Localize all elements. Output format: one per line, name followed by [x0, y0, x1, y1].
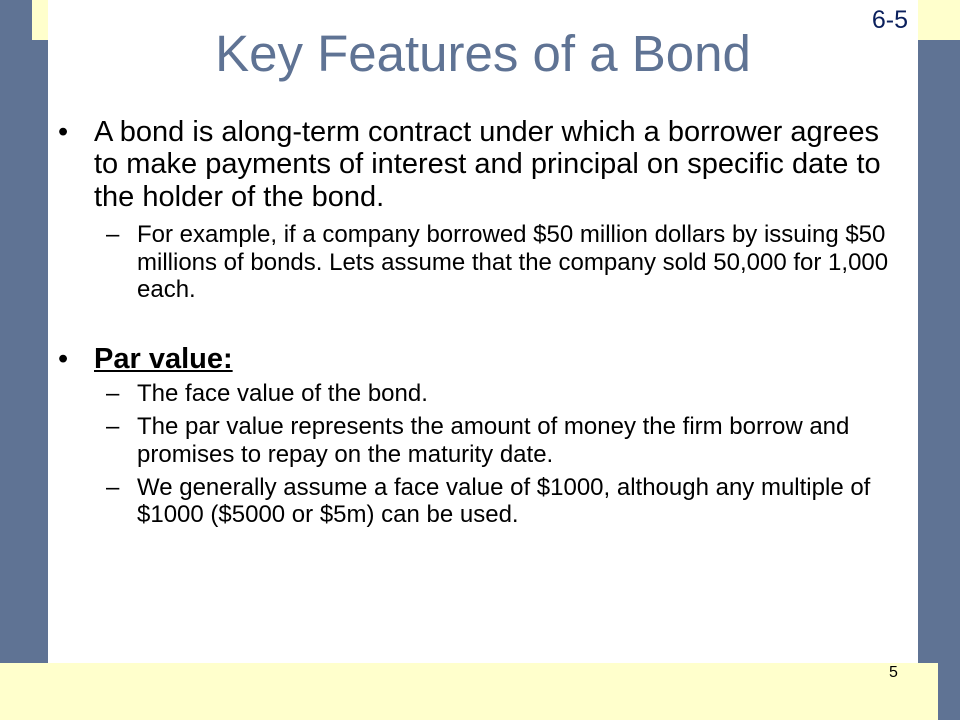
sub-bullet-text: The face value of the bond. — [137, 379, 428, 407]
dash-icon: – — [106, 413, 120, 441]
slide-code: 6-5 — [871, 6, 908, 34]
sub-bullet-assume-face — [48, 474, 908, 529]
sub-bullet-example — [48, 221, 908, 303]
dash-icon: – — [106, 379, 120, 407]
bottom-band — [0, 663, 938, 720]
bullet-par-value — [48, 343, 908, 375]
bullet-heading: Par value: — [94, 343, 233, 376]
page-number: 5 — [889, 664, 898, 681]
bullet-bond-definition — [48, 116, 908, 213]
dash-icon: – — [106, 221, 120, 249]
sub-bullet-text: We generally assume a face value of $1000, although any multiple of $1000 ($5000 or $5m) can be used. — [137, 474, 871, 529]
bullet-dot-icon: • — [58, 343, 69, 376]
bullet-text: A bond is along-term contract under which a borrower agrees to make payments of interest and principal on specific date to the holder of the bond. — [94, 116, 881, 213]
slide-body — [48, 116, 908, 529]
bullet-dot-icon: • — [58, 116, 69, 148]
slide-title: Key Features of a Bond — [215, 25, 751, 82]
sub-bullet-text: The par value represents the amount of money the firm borrow and promises to repay on the maturity date. — [137, 413, 850, 468]
dash-icon: – — [106, 474, 120, 502]
sub-bullet-face-value — [48, 380, 908, 407]
sub-bullet-text: For example, if a company borrowed $50 million dollars by issuing $50 millions of bonds. Lets assume that the company sold 50,000 for 1,000 each. — [137, 221, 889, 304]
sub-bullet-par-represents — [48, 413, 908, 468]
